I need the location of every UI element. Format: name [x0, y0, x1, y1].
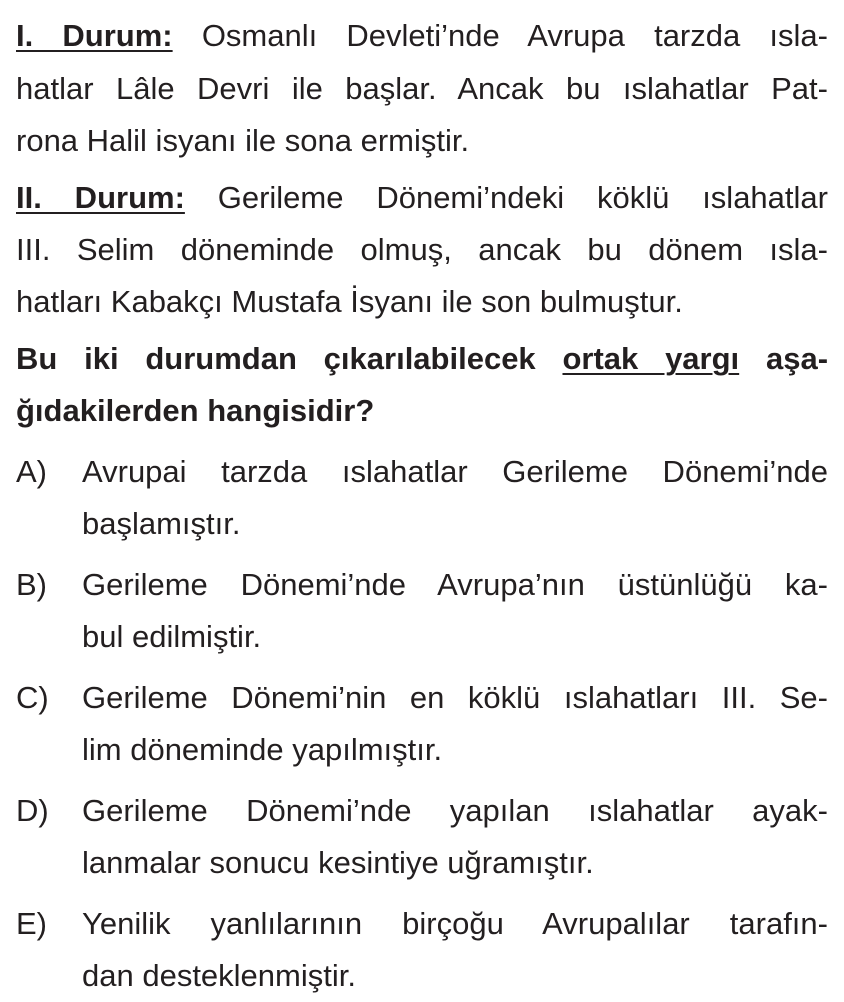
situation-2-label: II. Durum: [16, 180, 185, 215]
situation-2-line-1: II. Durum: Gerileme Dönemi’ndeki köklü ıslahatlar [16, 180, 828, 215]
situation-1-label: I. Durum: [16, 18, 173, 53]
situation-1-line-2: hatlar Lâle Devri ile başlar. Ancak bu ıslahatlar Pat- [16, 71, 828, 106]
situation-1-line-1: I. Durum: Osmanlı Devleti’nde Avrupa tarzda ısla- [16, 18, 828, 53]
option-line-2: lanmalar sonucu kesintiye uğramıştır. [82, 845, 594, 880]
option-line-1: Gerileme Dönemi’nde Avrupa’nın üstünlüğü ka- [82, 567, 828, 602]
option-line-2: bul edilmiştir. [82, 619, 262, 654]
option-line-2: başlamıştır. [82, 506, 241, 541]
situation-1-line-3: rona Halil isyanı ile sona ermiştir. [16, 123, 470, 158]
option-letter: B) [16, 567, 47, 602]
option-line-1: Gerileme Dönemi’nde yapılan ıslahatlar ayak- [82, 793, 828, 828]
situation-2-line-3: hatları Kabakçı Mustafa İsyanı ile son bulmuştur. [16, 284, 683, 319]
option-line-2: dan desteklenmiştir. [82, 958, 356, 993]
option-line-1: Avrupai tarzda ıslahatlar Gerileme Dönemi’nde [82, 454, 828, 489]
option-letter: D) [16, 793, 49, 828]
option-line-1: Gerileme Dönemi’nin en köklü ıslahatları III. Se- [82, 680, 828, 715]
option-letter: C) [16, 680, 49, 715]
option-line-2: lim döneminde yapılmıştır. [82, 732, 443, 767]
option-line-1: Yenilik yanlılarının birçoğu Avrupalılar tarafın- [82, 906, 828, 941]
situation-2-line-2: III. Selim döneminde olmuş, ancak bu dönem ısla- [16, 232, 828, 267]
option-letter: E) [16, 906, 47, 941]
option-letter: A) [16, 454, 47, 489]
question-line-2: ğıdakilerden hangisidir? [16, 393, 375, 428]
question-line-1: Bu iki durumdan çıkarılabilecek ortak yargı aşa- [16, 341, 829, 376]
question-emphasis: ortak yargı [562, 341, 740, 376]
